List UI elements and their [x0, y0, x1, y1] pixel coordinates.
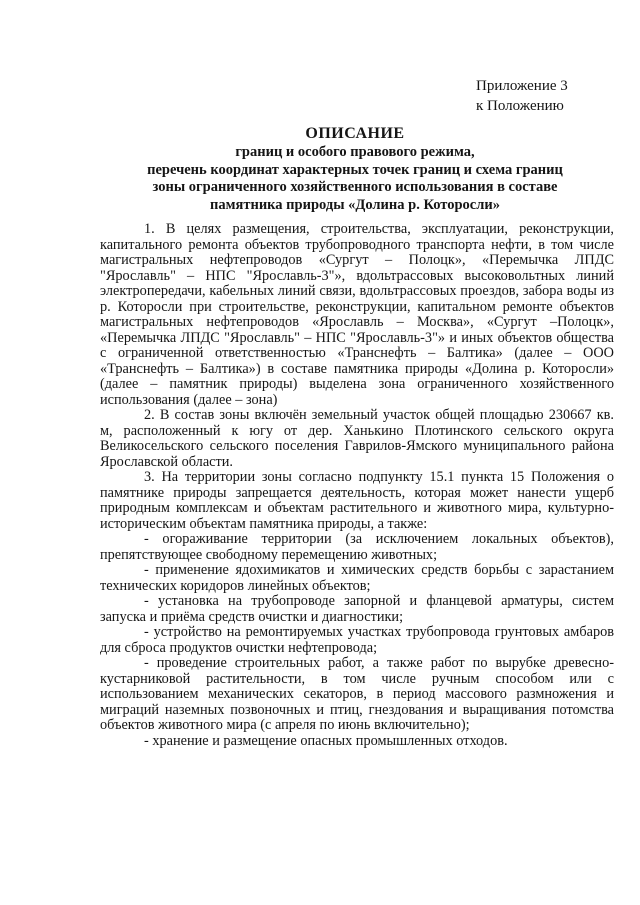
title-main: ОПИСАНИЕ	[305, 125, 405, 142]
prohibition-item-pits: - устройство на ремонтируемых участках трубопровода грунтовых амбаров для сброса продуктов очистки нефтепровода;	[100, 624, 614, 656]
document-title	[100, 124, 610, 214]
document-body	[100, 222, 614, 749]
prohibition-item-valves: - установка на трубопроводе запорной и фланцевой арматуры, систем запуска и приёма средств очистки и диагностики;	[100, 593, 614, 625]
title-line-4: памятника природы «Долина р. Которосли»	[210, 196, 500, 213]
prohibition-item-waste: - хранение и размещение опасных промышленных отходов.	[144, 732, 508, 749]
paragraph-3-prohibitions: 3. На территории зоны согласно подпункту 15.1 пункта 15 Положения о памятнике природы запрещается деятельность, которая может нанести ущерб природным комплексам и объектам растительного и животного мира, культурно-историческим объектам памятника природы, а также:	[100, 469, 614, 532]
appendix-line-2: к Положению	[476, 98, 564, 114]
prohibition-item-construction: - проведение строительных работ, а также работ по вырубке древесно-кустарниковой растительности, в том числе ручным способом или с использованием механических секаторов, в период массового размножения и миграций наземных позвоночных и птиц, гнездования и выращивания потомства объектов животного мира (с апреля по июнь включительно);	[100, 655, 614, 733]
prohibition-item-fencing: - огораживание территории (за исключением локальных объектов), препятствующее свободному перемещению животных;	[100, 531, 614, 563]
appendix-reference	[476, 76, 568, 116]
prohibition-item-chemicals: - применение ядохимикатов и химических средств борьбы с зарастанием технических коридоров линейных объектов;	[100, 562, 614, 594]
title-line-3: зоны ограниченного хозяйственного использования в составе	[152, 179, 558, 196]
paragraph-2-land-plot: 2. В состав зоны включён земельный участок общей площадью 230667 кв. м, расположенный к югу от дер. Ханькино Плотинского сельского округа Великосельского сельского поселения Гаврилов-Ямского муниципального района Ярославской области.	[100, 407, 614, 470]
title-line-1: границ и особого правового режима,	[235, 144, 475, 160]
paragraph-1-purpose: 1. В целях размещения, строительства, эксплуатации, реконструкции, капитального ремонта объектов трубопроводного транспорта нефти, в том числе магистральных нефтепроводов «Сургут – Полоцк», «Перемычка ЛПДС "Ярославль" – НПС "Ярославль-3"», вдольтрассовых высоковольтных линий электропередачи, кабельных линий связи, вдольтрассовых проездов, забора воды из р. Которосли при строительстве, реконструкции, капитальном ремонте объектов магистральных нефтепроводов «Ярославль – Москва», «Сургут –Полоцк», «Перемычка ЛПДС "Ярославль" – НПС "Ярославль-3"» и иных объектов общества с ограниченной ответственностью «Транснефть – Балтика» (далее – ООО «Транснефть – Балтика») в составе памятника природы «Долина р. Которосли» (далее – памятник природы) выделена зона ограниченного хозяйственного использования (далее – зона)	[100, 221, 614, 408]
title-line-2: перечень координат характерных точек границ и схема границ	[147, 161, 563, 178]
appendix-line-1: Приложение 3	[476, 78, 568, 94]
